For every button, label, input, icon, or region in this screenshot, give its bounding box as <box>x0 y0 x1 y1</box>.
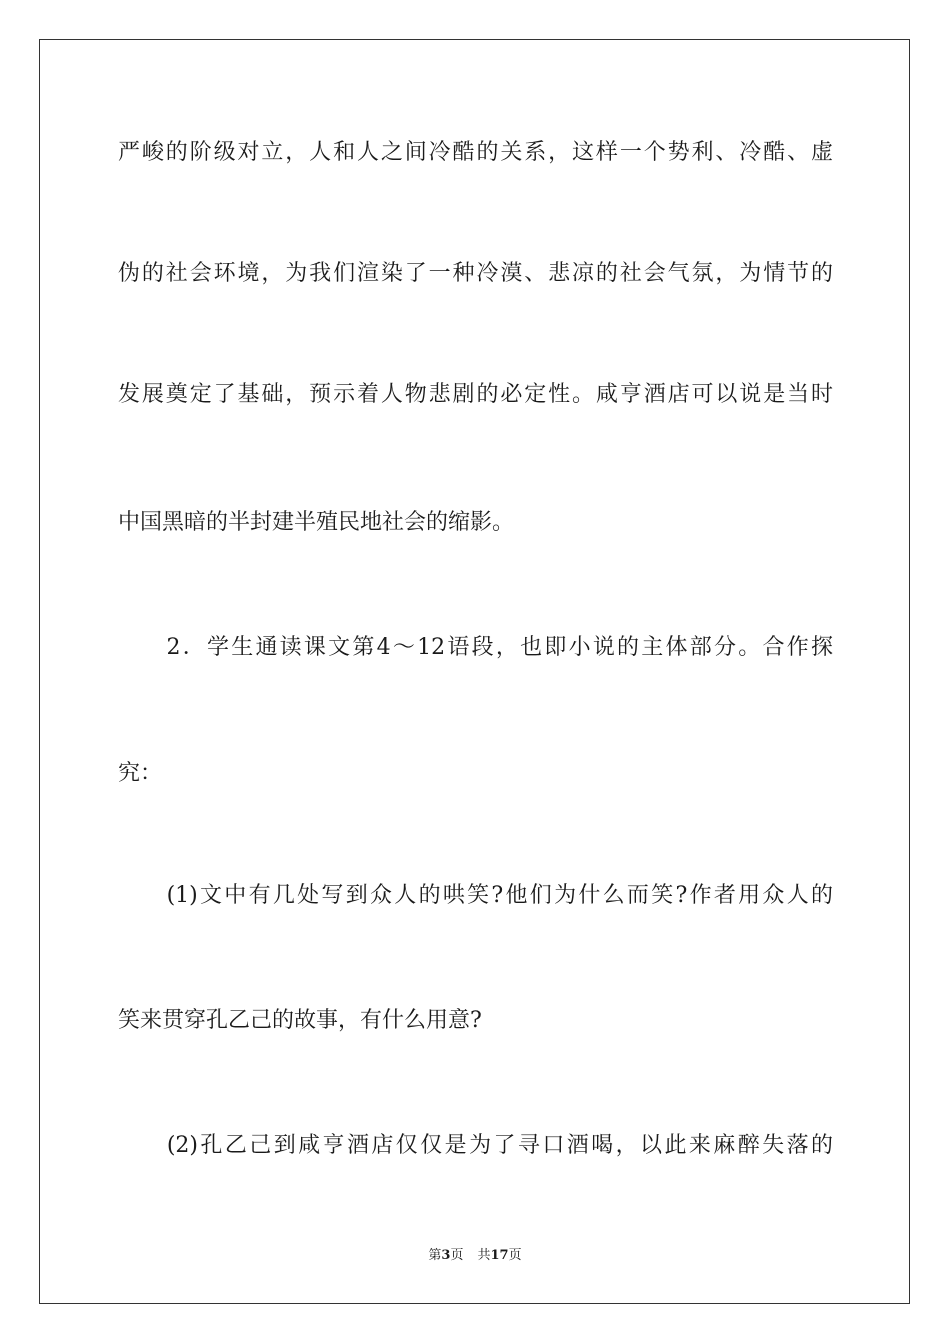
text-line: 究： <box>118 761 163 786</box>
text-line: (1)文中有几处写到众人的哄笑?他们为什么而笑?作者用众人的 <box>118 883 833 908</box>
page-footer <box>0 1246 950 1266</box>
page-border <box>39 39 910 1304</box>
text-line: 笑来贯穿孔乙己的故事，有什么用意? <box>118 1008 482 1033</box>
page-suffix: 页 <box>450 1248 464 1263</box>
text-line: 2．学生通读课文第4～12语段，也即小说的主体部分。合作探 <box>118 635 833 660</box>
total-prefix: 共 <box>477 1248 491 1263</box>
text-line: 严峻的阶级对立，人和人之间冷酷的关系，这样一个势利、冷酷、虚 <box>118 140 833 165</box>
text-line: (2)孔乙己到咸亨酒店仅仅是为了寻口酒喝，以此来麻醉失落的 <box>118 1133 833 1158</box>
text-line: 发展奠定了基础，预示着人物悲剧的必定性。咸亨酒店可以说是当时 <box>118 382 833 407</box>
text-line: 中国黑暗的半封建半殖民地社会的缩影。 <box>118 510 515 535</box>
page-prefix: 第 <box>428 1248 442 1263</box>
page-number: 3 <box>441 1248 451 1263</box>
text-line: 伪的社会环境，为我们渲染了一种冷漠、悲凉的社会气氛，为情节的 <box>118 261 833 286</box>
total-pages: 17 <box>490 1248 509 1263</box>
total-suffix: 页 <box>508 1248 522 1263</box>
